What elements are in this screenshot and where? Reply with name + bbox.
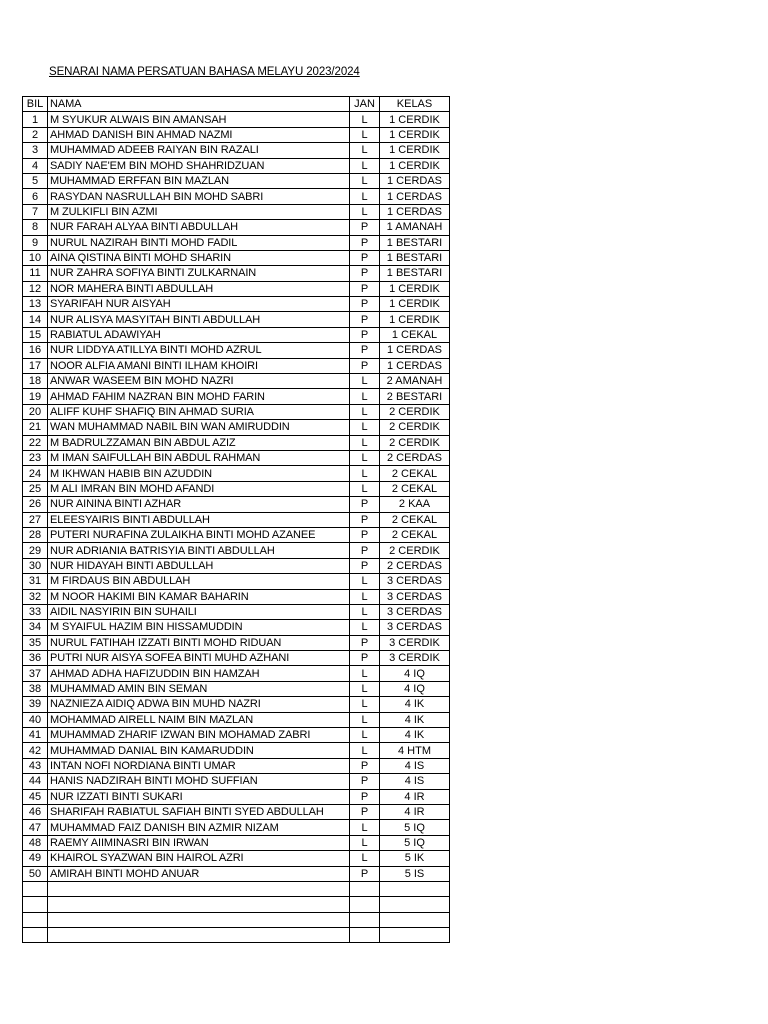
table-row xyxy=(23,281,450,296)
cell-kelas: 4 IQ xyxy=(380,666,450,681)
cell-jan: L xyxy=(350,466,380,481)
cell-kelas: 3 CERDIK xyxy=(380,635,450,650)
table-row xyxy=(23,512,450,527)
cell-bil: 28 xyxy=(23,527,48,542)
cell-kelas: 5 IK xyxy=(380,851,450,866)
cell-jan: P xyxy=(350,774,380,789)
cell-nama: NOR MAHERA BINTI ABDULLAH xyxy=(48,281,350,296)
cell-nama: NOOR ALFIA AMANI BINTI ILHAM KHOIRI xyxy=(48,358,350,373)
cell-bil: 34 xyxy=(23,620,48,635)
table-row xyxy=(23,851,450,866)
cell-jan: P xyxy=(350,235,380,250)
table-row xyxy=(23,358,450,373)
cell-jan: P xyxy=(350,543,380,558)
document-title: SENARAI NAMA PERSATUAN BAHASA MELAYU 2023/2024 xyxy=(49,66,360,78)
cell-jan xyxy=(350,928,380,943)
cell-bil: 32 xyxy=(23,589,48,604)
cell-nama: MOHAMMAD AIRELL NAIM BIN MAZLAN xyxy=(48,712,350,727)
cell-jan: L xyxy=(350,435,380,450)
cell-bil: 30 xyxy=(23,558,48,573)
cell-jan: L xyxy=(350,728,380,743)
cell-bil: 25 xyxy=(23,481,48,496)
cell-nama: AIDIL NASYIRIN BIN SUHAILI xyxy=(48,604,350,619)
cell-bil: 37 xyxy=(23,666,48,681)
cell-bil: 22 xyxy=(23,435,48,450)
table-row xyxy=(23,266,450,281)
cell-nama: NURUL FATIHAH IZZATI BINTI MOHD RIDUAN xyxy=(48,635,350,650)
cell-nama: RAEMY AIIMINASRI BIN IRWAN xyxy=(48,835,350,850)
cell-nama: NUR FARAH ALYAA BINTI ABDULLAH xyxy=(48,220,350,235)
cell-kelas: 5 IQ xyxy=(380,835,450,850)
cell-nama: NUR ALISYA MASYITAH BINTI ABDULLAH xyxy=(48,312,350,327)
cell-bil: 13 xyxy=(23,297,48,312)
member-table xyxy=(22,96,450,943)
cell-bil: 43 xyxy=(23,758,48,773)
cell-nama: M BADRULZZAMAN BIN ABDUL AZIZ xyxy=(48,435,350,450)
table-row xyxy=(23,420,450,435)
cell-nama: NUR HIDAYAH BINTI ABDULLAH xyxy=(48,558,350,573)
cell-jan: P xyxy=(350,527,380,542)
cell-jan: L xyxy=(350,851,380,866)
cell-jan: P xyxy=(350,220,380,235)
cell-bil: 2 xyxy=(23,127,48,142)
cell-nama: AHMAD DANISH BIN AHMAD NAZMI xyxy=(48,127,350,142)
cell-kelas: 1 CEKAL xyxy=(380,327,450,342)
member-table-body xyxy=(23,97,450,943)
header-kelas: KELAS xyxy=(380,97,450,112)
cell-jan: L xyxy=(350,374,380,389)
cell-jan: L xyxy=(350,389,380,404)
cell-bil: 4 xyxy=(23,158,48,173)
cell-jan: L xyxy=(350,820,380,835)
table-row xyxy=(23,450,450,465)
cell-jan xyxy=(350,897,380,912)
table-row xyxy=(23,127,450,142)
cell-bil: 40 xyxy=(23,712,48,727)
cell-bil: 7 xyxy=(23,204,48,219)
table-row xyxy=(23,604,450,619)
cell-bil: 35 xyxy=(23,635,48,650)
cell-jan: L xyxy=(350,743,380,758)
cell-bil xyxy=(23,881,48,896)
table-row xyxy=(23,743,450,758)
cell-kelas: 3 CERDAS xyxy=(380,620,450,635)
cell-jan: L xyxy=(350,404,380,419)
cell-jan: L xyxy=(350,697,380,712)
cell-jan: P xyxy=(350,297,380,312)
cell-jan: L xyxy=(350,835,380,850)
table-row xyxy=(23,374,450,389)
table-row xyxy=(23,574,450,589)
cell-bil: 1 xyxy=(23,112,48,127)
cell-bil xyxy=(23,928,48,943)
cell-jan: P xyxy=(350,266,380,281)
cell-kelas: 1 CERDAS xyxy=(380,358,450,373)
cell-kelas: 2 CEKAL xyxy=(380,481,450,496)
cell-nama: AMIRAH BINTI MOHD ANUAR xyxy=(48,866,350,881)
cell-nama xyxy=(48,912,350,927)
cell-bil: 47 xyxy=(23,820,48,835)
header-bil: BIL xyxy=(23,97,48,112)
cell-nama: M IMAN SAIFULLAH BIN ABDUL RAHMAN xyxy=(48,450,350,465)
cell-jan: L xyxy=(350,420,380,435)
cell-jan: P xyxy=(350,758,380,773)
cell-bil: 50 xyxy=(23,866,48,881)
cell-nama: M IKHWAN HABIB BIN AZUDDIN xyxy=(48,466,350,481)
table-row xyxy=(23,235,450,250)
cell-jan xyxy=(350,912,380,927)
table-row xyxy=(23,466,450,481)
cell-jan: L xyxy=(350,604,380,619)
cell-bil: 27 xyxy=(23,512,48,527)
cell-bil: 15 xyxy=(23,327,48,342)
table-row xyxy=(23,204,450,219)
cell-nama: NUR IZZATI BINTI SUKARI xyxy=(48,789,350,804)
cell-nama: M FIRDAUS BIN ABDULLAH xyxy=(48,574,350,589)
cell-kelas: 1 CERDIK xyxy=(380,143,450,158)
cell-kelas: 3 CERDIK xyxy=(380,651,450,666)
cell-jan: L xyxy=(350,143,380,158)
cell-kelas: 1 CERDAS xyxy=(380,343,450,358)
cell-nama: AHMAD ADHA HAFIZUDDIN BIN HAMZAH xyxy=(48,666,350,681)
table-row xyxy=(23,712,450,727)
cell-jan: P xyxy=(350,866,380,881)
table-row xyxy=(23,835,450,850)
cell-bil: 20 xyxy=(23,404,48,419)
cell-kelas: 4 IR xyxy=(380,789,450,804)
table-row xyxy=(23,589,450,604)
cell-bil: 38 xyxy=(23,681,48,696)
table-row xyxy=(23,343,450,358)
cell-jan: L xyxy=(350,204,380,219)
cell-kelas xyxy=(380,881,450,896)
table-row xyxy=(23,728,450,743)
cell-kelas: 4 IK xyxy=(380,728,450,743)
cell-kelas: 1 CERDIK xyxy=(380,297,450,312)
cell-kelas: 2 CERDIK xyxy=(380,404,450,419)
cell-nama: ANWAR WASEEM BIN MOHD NAZRI xyxy=(48,374,350,389)
cell-jan: P xyxy=(350,327,380,342)
cell-nama: M SYAIFUL HAZIM BIN HISSAMUDDIN xyxy=(48,620,350,635)
cell-bil: 31 xyxy=(23,574,48,589)
cell-kelas xyxy=(380,912,450,927)
cell-bil: 14 xyxy=(23,312,48,327)
cell-nama: AHMAD FAHIM NAZRAN BIN MOHD FARIN xyxy=(48,389,350,404)
header-nama: NAMA xyxy=(48,97,350,112)
table-row xyxy=(23,158,450,173)
cell-kelas: 2 CEKAL xyxy=(380,466,450,481)
table-row xyxy=(23,435,450,450)
cell-nama: MUHAMMAD ERFFAN BIN MAZLAN xyxy=(48,173,350,188)
cell-kelas: 2 BESTARI xyxy=(380,389,450,404)
table-row xyxy=(23,897,450,912)
table-row xyxy=(23,327,450,342)
cell-nama: WAN MUHAMMAD NABIL BIN WAN AMIRUDDIN xyxy=(48,420,350,435)
cell-nama: NUR LIDDYA ATILLYA BINTI MOHD AZRUL xyxy=(48,343,350,358)
cell-bil: 33 xyxy=(23,604,48,619)
cell-jan: P xyxy=(350,651,380,666)
cell-bil: 24 xyxy=(23,466,48,481)
cell-jan: L xyxy=(350,173,380,188)
table-row xyxy=(23,527,450,542)
cell-kelas: 4 IR xyxy=(380,804,450,819)
cell-kelas: 2 AMANAH xyxy=(380,374,450,389)
cell-bil: 21 xyxy=(23,420,48,435)
cell-kelas: 5 IQ xyxy=(380,820,450,835)
cell-kelas: 1 CERDIK xyxy=(380,158,450,173)
cell-nama: SHARIFAH RABIATUL SAFIAH BINTI SYED ABDULLAH xyxy=(48,804,350,819)
cell-jan: P xyxy=(350,281,380,296)
cell-kelas: 1 CERDAS xyxy=(380,189,450,204)
cell-jan: P xyxy=(350,312,380,327)
cell-nama: MUHAMMAD AMIN BIN SEMAN xyxy=(48,681,350,696)
table-row xyxy=(23,928,450,943)
cell-nama xyxy=(48,928,350,943)
table-row xyxy=(23,820,450,835)
table-row xyxy=(23,497,450,512)
cell-nama: NURUL NAZIRAH BINTI MOHD FADIL xyxy=(48,235,350,250)
cell-kelas: 2 CERDAS xyxy=(380,558,450,573)
cell-jan: L xyxy=(350,666,380,681)
cell-nama: NUR AININA BINTI AZHAR xyxy=(48,497,350,512)
cell-nama: SADIY NAE'EM BIN MOHD SHAHRIDZUAN xyxy=(48,158,350,173)
cell-nama: MUHAMMAD DANIAL BIN KAMARUDDIN xyxy=(48,743,350,758)
cell-nama: INTAN NOFI NORDIANA BINTI UMAR xyxy=(48,758,350,773)
cell-kelas: 2 CERDAS xyxy=(380,450,450,465)
cell-kelas: 4 IS xyxy=(380,774,450,789)
cell-bil: 6 xyxy=(23,189,48,204)
cell-bil: 19 xyxy=(23,389,48,404)
cell-jan: P xyxy=(350,250,380,265)
table-row xyxy=(23,189,450,204)
cell-bil: 8 xyxy=(23,220,48,235)
cell-kelas: 5 IS xyxy=(380,866,450,881)
table-row xyxy=(23,312,450,327)
cell-nama: M SYUKUR ALWAIS BIN AMANSAH xyxy=(48,112,350,127)
table-row xyxy=(23,389,450,404)
cell-kelas: 2 CERDIK xyxy=(380,435,450,450)
cell-kelas: 3 CERDAS xyxy=(380,589,450,604)
cell-jan: P xyxy=(350,497,380,512)
cell-nama: MUHAMMAD ADEEB RAIYAN BIN RAZALI xyxy=(48,143,350,158)
cell-kelas: 4 IS xyxy=(380,758,450,773)
cell-kelas: 2 CEKAL xyxy=(380,527,450,542)
cell-kelas: 1 CERDIK xyxy=(380,127,450,142)
cell-kelas: 4 HTM xyxy=(380,743,450,758)
cell-jan: P xyxy=(350,343,380,358)
cell-nama: MUHAMMAD ZHARIF IZWAN BIN MOHAMAD ZABRI xyxy=(48,728,350,743)
cell-nama xyxy=(48,897,350,912)
cell-nama: PUTRI NUR AISYA SOFEA BINTI MUHD AZHANI xyxy=(48,651,350,666)
table-row xyxy=(23,143,450,158)
table-row xyxy=(23,220,450,235)
cell-nama: PUTERI NURAFINA ZULAIKHA BINTI MOHD AZANEE xyxy=(48,527,350,542)
cell-bil: 46 xyxy=(23,804,48,819)
cell-jan: L xyxy=(350,450,380,465)
cell-kelas: 1 AMANAH xyxy=(380,220,450,235)
cell-kelas: 2 KAA xyxy=(380,497,450,512)
table-row xyxy=(23,651,450,666)
table-row xyxy=(23,758,450,773)
cell-bil: 48 xyxy=(23,835,48,850)
cell-bil: 18 xyxy=(23,374,48,389)
cell-jan: P xyxy=(350,512,380,527)
cell-jan: L xyxy=(350,158,380,173)
cell-kelas: 1 CERDIK xyxy=(380,112,450,127)
cell-nama: MUHAMMAD FAIZ DANISH BIN AZMIR NIZAM xyxy=(48,820,350,835)
cell-bil: 16 xyxy=(23,343,48,358)
table-row xyxy=(23,912,450,927)
cell-bil: 29 xyxy=(23,543,48,558)
cell-kelas: 1 CERDAS xyxy=(380,173,450,188)
cell-nama: NAZNIEZA AIDIQ ADWA BIN MUHD NAZRI xyxy=(48,697,350,712)
cell-bil: 36 xyxy=(23,651,48,666)
cell-kelas: 2 CERDIK xyxy=(380,543,450,558)
table-row xyxy=(23,774,450,789)
cell-kelas: 1 BESTARI xyxy=(380,266,450,281)
cell-jan: P xyxy=(350,635,380,650)
cell-kelas xyxy=(380,928,450,943)
cell-bil: 12 xyxy=(23,281,48,296)
cell-bil: 41 xyxy=(23,728,48,743)
cell-jan: P xyxy=(350,558,380,573)
table-row xyxy=(23,404,450,419)
cell-kelas: 3 CERDAS xyxy=(380,574,450,589)
cell-bil: 5 xyxy=(23,173,48,188)
table-row xyxy=(23,297,450,312)
cell-kelas: 1 CERDIK xyxy=(380,312,450,327)
cell-bil: 49 xyxy=(23,851,48,866)
table-row xyxy=(23,173,450,188)
cell-nama: SYARIFAH NUR AISYAH xyxy=(48,297,350,312)
cell-bil: 23 xyxy=(23,450,48,465)
cell-kelas: 3 CERDAS xyxy=(380,604,450,619)
cell-jan: L xyxy=(350,574,380,589)
cell-bil xyxy=(23,912,48,927)
table-header-row xyxy=(23,97,450,112)
cell-nama: KHAIROL SYAZWAN BIN HAIROL AZRI xyxy=(48,851,350,866)
cell-kelas: 2 CERDIK xyxy=(380,420,450,435)
cell-jan: P xyxy=(350,789,380,804)
cell-jan: L xyxy=(350,189,380,204)
cell-nama: M NOOR HAKIMI BIN KAMAR BAHARIN xyxy=(48,589,350,604)
cell-bil: 9 xyxy=(23,235,48,250)
cell-bil: 42 xyxy=(23,743,48,758)
cell-bil: 10 xyxy=(23,250,48,265)
cell-bil: 44 xyxy=(23,774,48,789)
table-row xyxy=(23,620,450,635)
cell-bil: 26 xyxy=(23,497,48,512)
table-row xyxy=(23,635,450,650)
cell-kelas: 1 CERDIK xyxy=(380,281,450,296)
cell-jan: L xyxy=(350,127,380,142)
cell-jan: L xyxy=(350,620,380,635)
cell-jan: P xyxy=(350,804,380,819)
table-row xyxy=(23,697,450,712)
cell-jan: L xyxy=(350,481,380,496)
table-row xyxy=(23,804,450,819)
cell-kelas: 2 CEKAL xyxy=(380,512,450,527)
cell-kelas: 1 CERDAS xyxy=(380,204,450,219)
cell-jan: L xyxy=(350,589,380,604)
cell-bil: 45 xyxy=(23,789,48,804)
table-row xyxy=(23,666,450,681)
cell-kelas: 4 IQ xyxy=(380,681,450,696)
cell-jan xyxy=(350,881,380,896)
cell-bil: 11 xyxy=(23,266,48,281)
cell-jan: L xyxy=(350,112,380,127)
cell-kelas: 1 BESTARI xyxy=(380,250,450,265)
cell-nama xyxy=(48,881,350,896)
cell-nama: RASYDAN NASRULLAH BIN MOHD SABRI xyxy=(48,189,350,204)
table-row xyxy=(23,881,450,896)
header-jan: JAN xyxy=(350,97,380,112)
cell-kelas: 4 IK xyxy=(380,697,450,712)
cell-kelas: 4 IK xyxy=(380,712,450,727)
cell-nama: RABIATUL ADAWIYAH xyxy=(48,327,350,342)
cell-nama: ELEESYAIRIS BINTI ABDULLAH xyxy=(48,512,350,527)
cell-nama: AINA QISTINA BINTI MOHD SHARIN xyxy=(48,250,350,265)
cell-jan: L xyxy=(350,681,380,696)
cell-kelas: 1 BESTARI xyxy=(380,235,450,250)
cell-nama: ALIFF KUHF SHAFIQ BIN AHMAD SURIA xyxy=(48,404,350,419)
cell-jan: L xyxy=(350,712,380,727)
cell-jan: P xyxy=(350,358,380,373)
table-row xyxy=(23,558,450,573)
cell-kelas xyxy=(380,897,450,912)
cell-bil: 39 xyxy=(23,697,48,712)
table-row xyxy=(23,481,450,496)
cell-bil xyxy=(23,897,48,912)
cell-nama: M ALI IMRAN BIN MOHD AFANDI xyxy=(48,481,350,496)
table-row xyxy=(23,789,450,804)
table-row xyxy=(23,543,450,558)
cell-bil: 17 xyxy=(23,358,48,373)
table-row xyxy=(23,681,450,696)
cell-nama: HANIS NADZIRAH BINTI MOHD SUFFIAN xyxy=(48,774,350,789)
cell-nama: NUR ZAHRA SOFIYA BINTI ZULKARNAIN xyxy=(48,266,350,281)
table-row xyxy=(23,112,450,127)
cell-nama: NUR ADRIANIA BATRISYIA BINTI ABDULLAH xyxy=(48,543,350,558)
cell-nama: M ZULKIFLI BIN AZMI xyxy=(48,204,350,219)
table-row xyxy=(23,866,450,881)
cell-bil: 3 xyxy=(23,143,48,158)
table-row xyxy=(23,250,450,265)
